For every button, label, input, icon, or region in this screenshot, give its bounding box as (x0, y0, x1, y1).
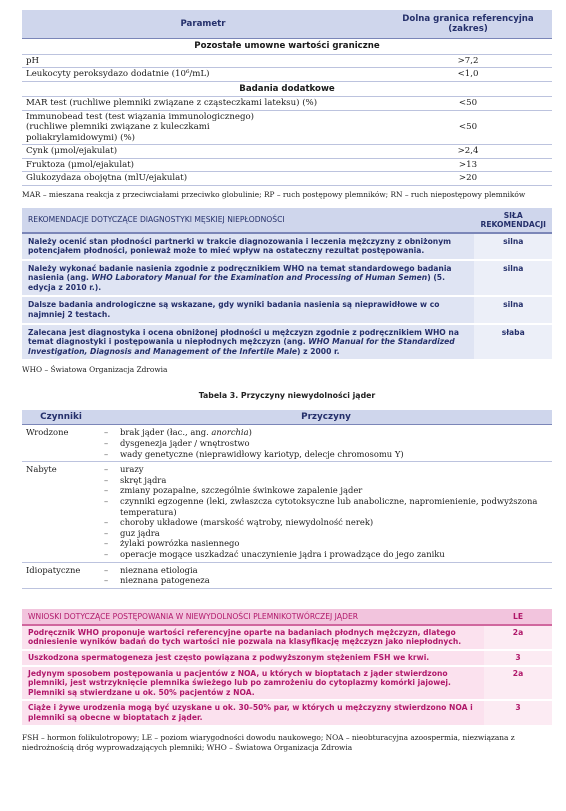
list-item: – urazy (104, 464, 144, 475)
list-item: – choroby układowe (marskość wątroby, niewydolność nerek) (104, 517, 374, 528)
table-row (22, 425, 552, 462)
list-item: – żylaki powrózka nasiennego (104, 538, 240, 549)
parameter-cell: pH (22, 54, 384, 68)
value-cell: <50 (384, 97, 552, 111)
list-item: – dysgenezja jąder / wnętrostwo (104, 438, 250, 449)
strength-header: SIŁA REKOMENDACJI (474, 208, 552, 233)
list-item: – czynniki egzogenne (leki, zwłaszcza cytotoksyczne lub anaboliczne, napromienienie, podwyższona temperatura) (104, 496, 538, 517)
causes-cell (100, 562, 552, 588)
list-item: – guz jądra (104, 527, 160, 538)
table2-footnote: WHO – Światowa Organizacja Zdrowia (22, 365, 168, 375)
factor-cell: Nabyte (22, 462, 100, 562)
le-cell: 2a (484, 666, 552, 701)
parameter-cell: Immunobead test (test wiązania immunologicznego) (ruchliwe plemniki związane z kuleczkami poliakrylamidowymi) (%) (22, 110, 384, 145)
conclusion-row (22, 700, 552, 725)
list-item: – nieznana patogeneza (104, 575, 210, 586)
le-cell: 2a (484, 625, 552, 650)
conclusion-text: Uszkodzona spermatogeneza jest często powiązana z podwyższonym stężeniem FSH we krwi. (22, 650, 484, 666)
conclusion-row (22, 625, 552, 650)
table-row (22, 110, 552, 145)
conclusion-row (22, 650, 552, 666)
parameter-header: Parametr (22, 10, 384, 39)
table-row (22, 462, 552, 562)
list-item: – operacje mogące uszkadzać unaczynienie jądra i prowadzące do jego zaniku (104, 548, 445, 559)
table-row (22, 54, 552, 68)
recommendation-text: Należy ocenić stan płodności partnerki w trakcie diagnozowania i leczenia mężczyzny z obniżonym potencjałem płodności, ponieważ może to mieć wpływ na ostateczny rezultat postępowania. (22, 233, 474, 260)
value-cell: <1,0 (384, 68, 552, 82)
value-cell: >20 (384, 172, 552, 186)
section-title: Pozostałe umowne wartości graniczne (22, 39, 552, 55)
recommendation-text: Należy wykonać badanie nasienia zgodnie z podręcznikiem WHO na temat standardowego badania nasienia (ang. WHO Laboratory Manual for the Examination and Processing of Human Semen) (5. edycja z 2010 r.). (22, 260, 474, 297)
table-row (22, 97, 552, 111)
value-cell: >2,4 (384, 145, 552, 159)
conclusions-header: WNIOSKI DOTYCZĄCE POSTĘPOWANIA W NIEWYDOLNOŚCI PLEMNIKOTWÓRCZEJ JĄDER (22, 609, 484, 625)
causes-table (22, 410, 552, 588)
factors-header: Czynniki (22, 410, 100, 425)
recommendation-row (22, 233, 552, 260)
conclusion-text: Jedynym sposobem postępowania u pacjentów z NOA, u których w bioptatach z jąder stwierdzono plemniki, jest wstrzyknięcie plemnika świeżego lub po zamrożeniu do cytoplazmy komórki jajowej. Plemniki są stwierdzane u ok. 50% pacjentów z NOA. (22, 666, 484, 701)
conclusion-row (22, 666, 552, 701)
conclusions-table (22, 609, 552, 727)
factor-cell: Idiopatyczne (22, 562, 100, 588)
causes-cell (100, 462, 552, 562)
parameter-cell: MAR test (ruchliwe plemniki związane z cząsteczkami lateksu) (%) (22, 97, 384, 111)
list-item: – zmiany pozapalne, szczególnie świnkowe zapalenie jąder (104, 485, 363, 496)
le-cell: 3 (484, 700, 552, 725)
list-item: – wady genetyczne (nieprawidłowy kariotyp, delecje chromosomu Y) (104, 448, 404, 459)
parameter-cell: Leukocyty peroksydazo dodatnie (10⁶/mL) (22, 68, 384, 82)
section-title: Badania dodatkowe (22, 81, 552, 97)
recommendation-text: Dalsze badania andrologiczne są wskazane, gdy wyniki badania nasienia są nieprawidłowe w co najmniej 2 testach. (22, 296, 474, 323)
list-item: – brak jąder (łac., ang. anorchia) (104, 427, 252, 438)
le-cell: 3 (484, 650, 552, 666)
strength-cell: słaba (474, 324, 552, 361)
reference-values-table (22, 10, 552, 186)
value-cell: >7,2 (384, 54, 552, 68)
parameter-cell: Glukozydaza obojętna (mlU/ejakulat) (22, 172, 384, 186)
list-item: – skręt jądra (104, 474, 167, 485)
recommendations-header: REKOMENDACJE DOTYCZĄCE DIAGNOSTYKI MĘSKIEJ NIEPŁODNOŚCI (22, 208, 474, 233)
value-cell: <50 (384, 110, 552, 145)
conclusion-text: Ciąże i żywe urodzenia mogą być uzyskane u ok. 30–50% par, w których u mężczyzny stwierdzono NOA i plemniki są obecne w bioptatach z jąder. (22, 700, 484, 725)
causes-header: Przyczyny (100, 410, 552, 425)
recommendation-row (22, 260, 552, 297)
list-item: – nieznana etiologia (104, 564, 198, 575)
table4-footnote: FSH – hormon folikulotropowy; LE – poziom wiarygodności dowodu naukowego; NOA – nieobturacyjna azoospermia, niezwiązana z niedrożnością dróg wyprowadzających plemniki; WHO – Światowa Organizacja Zdrowia (22, 732, 515, 752)
limit-header: Dolna granica referencyjna (zakres) (384, 10, 552, 39)
causes-cell (100, 425, 552, 462)
strength-cell: silna (474, 260, 552, 297)
table-row (22, 158, 552, 172)
recommendations-table (22, 208, 552, 362)
parameter-cell: Cynk (μmol/ejakulat) (22, 145, 384, 159)
recommendation-text: Zalecana jest diagnostyka i ocena obniżonej płodności u mężczyzn zgodnie z podręcznikiem WHO na temat diagnostyki i postępowania u niepłodnych mężczyzn (ang. WHO Manual for the Standardized Investigation, Diagnosis and Management of the Infertile Male) z 2000 r. (22, 324, 474, 361)
document-page (0, 10, 566, 811)
strength-cell: silna (474, 296, 552, 323)
recommendation-row (22, 296, 552, 323)
table-row (22, 68, 552, 82)
le-header: LE (484, 609, 552, 625)
table3-caption: Tabela 3. Przyczyny niewydolności jąder (198, 391, 376, 401)
value-cell: >13 (384, 158, 552, 172)
strength-cell: silna (474, 233, 552, 260)
recommendation-row (22, 324, 552, 361)
table-row (22, 172, 552, 186)
conclusion-text: Podręcznik WHO proponuje wartości referencyjne oparte na badaniach płodnych mężczyzn, dlatego odniesienie wyników badań do tych wartości nie pozwala na klasyfikację mężczyzn jako niepłodnych. (22, 625, 484, 650)
table-row (22, 562, 552, 588)
factor-cell: Wrodzone (22, 425, 100, 462)
table-row (22, 145, 552, 159)
table1-footnote: MAR – mieszana reakcja z przeciwciałami przeciwko globulinie; RP – ruch postępowy plemników; RN – ruch niepostępowy plemników (22, 189, 526, 199)
parameter-cell: Fruktoza (μmol/ejakulat) (22, 158, 384, 172)
